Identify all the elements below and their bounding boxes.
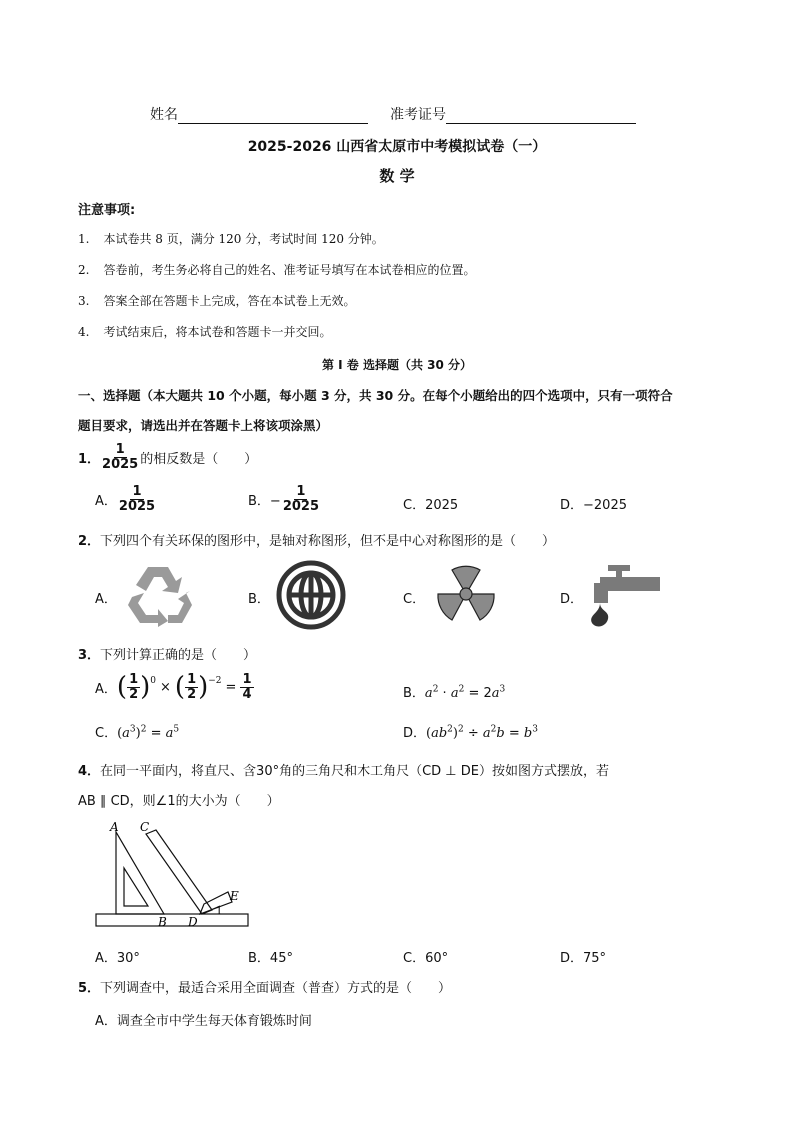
radiation-icon	[432, 564, 500, 628]
section-instructions: 题目要求，请选出并在答题卡上将该项涂黑）	[78, 418, 329, 433]
label-e: E	[230, 889, 239, 903]
exam-no-label: 准考证号	[390, 107, 446, 123]
q1-option-b[interactable]: B．− $\frac{1}{2025}$	[248, 484, 319, 514]
question-2: 2．下列四个有关环保的图形中，是轴对称图形，但不是中心对称图形的是（ ）	[78, 534, 556, 549]
q2-option-c[interactable]: C．	[403, 592, 426, 607]
question-3: 3．下列计算正确的是（ ）	[78, 648, 257, 663]
name-label: 姓名	[150, 107, 178, 123]
q3-option-d[interactable]: D．$(ab^2)^2 \div a^2b = b^3$	[403, 724, 538, 741]
question-5: 5．下列调查中，最适合采用全面调查（普查）方式的是（ ）	[78, 981, 452, 996]
q2-option-b[interactable]: B．	[248, 592, 270, 607]
recycle-icon	[124, 563, 194, 627]
q3-option-a[interactable]: A． ( $\frac{1}{2}$ ) $^0$ × ( $\frac{1}{2}$ ) $^{-2}$ = $\frac{1}{4}$	[95, 671, 252, 702]
name-blank[interactable]	[178, 108, 368, 124]
note-item: 4. 考试结束后，将本试卷和答题卡一并交回。	[78, 325, 332, 339]
q4-option-b[interactable]: B．45°	[248, 951, 293, 966]
exam-no-field	[390, 104, 636, 124]
label-c: C	[140, 820, 150, 834]
q2-option-a[interactable]: A．	[95, 592, 117, 607]
q1-option-c[interactable]: C．2025	[403, 498, 459, 513]
label-angle-1: 1	[216, 906, 223, 917]
q1-option-d[interactable]: D．−2025	[560, 498, 627, 513]
notes-heading: 注意事项:	[78, 203, 136, 218]
fraction: $\frac{1}{2025}$	[102, 442, 139, 472]
label-d: D	[188, 915, 198, 929]
question-4-cont: AB ∥ CD，则∠1的大小为（ ）	[78, 794, 280, 809]
q3-option-c[interactable]: C．$(a^3)^2 = a^5$	[95, 724, 180, 741]
label-a: A	[110, 820, 119, 834]
section-title: 第 I 卷 选择题（共 30 分）	[321, 358, 473, 372]
q1-option-a[interactable]: A． $\frac{1}{2025}$	[95, 484, 156, 514]
section-instructions: 一、选择题（本大题共 10 个小题，每小题 3 分，共 30 分。在每个小题给出的四个选项中，只有一项符合	[78, 388, 673, 403]
subject-title: 数 学	[379, 167, 415, 185]
note-item: 3. 答案全部在答题卡上完成，答在本试卷上无效。	[78, 294, 356, 308]
q5-option-a[interactable]: A．调查全市中学生每天体育锻炼时间	[95, 1014, 312, 1029]
page-title: 2025-2026 山西省太原市中考模拟试卷（一）	[247, 139, 547, 155]
question-1: 1． $\frac{1}{2025}$ 的相反数是（ ）	[78, 442, 258, 472]
faucet-icon	[586, 563, 662, 629]
globe-icon	[274, 560, 348, 630]
question-4: 4．在同一平面内，将直尺、含30°角的三角尺和木工角尺（CD ⊥ DE）按如图方式摆放，若	[78, 764, 609, 779]
note-item: 1. 本试卷共 8 页，满分 120 分，考试时间 120 分钟。	[78, 232, 384, 246]
q4-option-c[interactable]: C．60°	[403, 951, 449, 966]
note-item: 2. 答卷前，考生务必将自己的姓名、准考证号填写在本试卷相应的位置。	[78, 263, 476, 277]
q4-figure	[92, 818, 252, 930]
label-b: B	[158, 915, 167, 929]
q4-option-d[interactable]: D．75°	[560, 951, 607, 966]
q3-option-b[interactable]: B．$a^2 \cdot a^2 = 2a^3$	[403, 684, 506, 701]
name-field	[150, 104, 368, 124]
exam-no-blank[interactable]	[446, 108, 636, 124]
q4-option-a[interactable]: A．30°	[95, 951, 140, 966]
q2-option-d[interactable]: D．	[560, 592, 584, 607]
